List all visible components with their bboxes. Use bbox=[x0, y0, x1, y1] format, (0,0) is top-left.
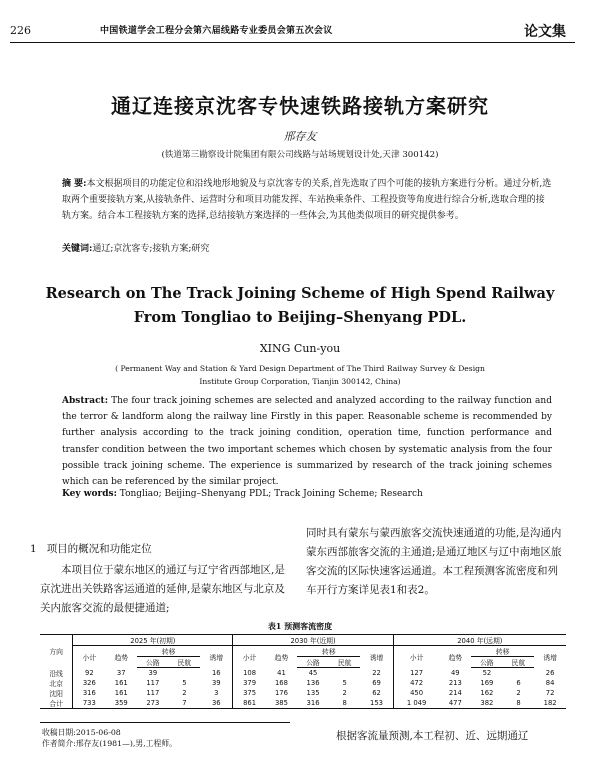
passenger-density-table bbox=[40, 634, 566, 709]
row-direction: 合计 bbox=[40, 698, 73, 709]
english-abstract-label: Abstract: bbox=[62, 396, 109, 406]
row-direction: 沈阳 bbox=[40, 688, 73, 698]
table-cell: 316 bbox=[297, 698, 329, 709]
header-through: 趋势 bbox=[448, 653, 463, 662]
footnote bbox=[42, 727, 177, 749]
table-cell: 136 bbox=[306, 678, 320, 687]
english-abstract-text: The four track joining schemes are selected and analyzed according to the railway function and the terror & landform along the railway line Firstly in this paper. Reasonable scheme is recommended by further analysis according to the track joining condition, operation time, function performance and transfer condition between the two important schemes which chosen by systematic analysis from the four possible track joining scheme. The experience is summarized by research of the track joining schemes which can be referenced by the similar project. bbox=[62, 396, 552, 488]
table-cell: 472 bbox=[410, 678, 424, 687]
page-header bbox=[0, 0, 600, 46]
header-civil: 民航 bbox=[169, 657, 201, 668]
chinese-abstract-label: 摘 要: bbox=[62, 179, 87, 189]
body-continuation: 根据客流量预测,本工程初、近、远期通辽 bbox=[336, 730, 529, 742]
header-period-2025: 2025 年(初期) bbox=[73, 635, 233, 646]
table-cell: 2 bbox=[516, 688, 521, 697]
table-cell: 316 bbox=[82, 688, 96, 697]
table-cell: 49 bbox=[450, 668, 460, 677]
table-cell: 3 bbox=[200, 688, 233, 698]
header-civil: 民航 bbox=[329, 657, 361, 668]
section-heading bbox=[30, 541, 152, 556]
section-title: 项目的概况和功能定位 bbox=[46, 543, 152, 555]
table-cell: 176 bbox=[274, 688, 288, 697]
header-period-2030: 2030 年(近期) bbox=[233, 635, 393, 646]
body-paragraph-left: 本项目位于蒙东地区的通辽与辽宁省西部地区,是京沈进出关铁路客运通道的延伸,是蒙东地区与北京及关内旅客交流的最便捷通道; bbox=[40, 564, 285, 614]
table-cell: 359 bbox=[105, 698, 137, 709]
table-row bbox=[40, 678, 566, 688]
header-rule bbox=[10, 42, 575, 43]
header-civil: 民航 bbox=[503, 657, 535, 668]
table-cell: 2 bbox=[182, 688, 187, 697]
running-title: 中国铁道学会工程分会第六届线路专业委员会第五次会议 bbox=[100, 26, 333, 36]
chinese-title: 通辽连接京沈客专快速铁路接轨方案研究 bbox=[111, 94, 489, 118]
english-title-line1: Research on The Track Joining Scheme of High Spend Railway bbox=[45, 285, 555, 302]
table-cell: 168 bbox=[274, 678, 288, 687]
header-direction: 方向 bbox=[40, 635, 73, 668]
header-through: 趋势 bbox=[274, 653, 289, 662]
table-cell: 39 bbox=[148, 668, 158, 677]
table-cell: 127 bbox=[410, 668, 424, 677]
table-cell: 135 bbox=[306, 688, 320, 697]
table-cell: 861 bbox=[233, 698, 266, 709]
table-cell: 213 bbox=[448, 678, 462, 687]
table-cell: 477 bbox=[440, 698, 472, 709]
header-road: 公路 bbox=[297, 657, 329, 668]
header-transfer: 转移 bbox=[471, 646, 534, 657]
chinese-keywords bbox=[62, 241, 552, 254]
table-cell: 8 bbox=[503, 698, 535, 709]
table-cell: 117 bbox=[146, 688, 160, 697]
english-affiliation-line1: ( Permanent Way and Station & Yard Design Department of The Third Railway Survey & Design bbox=[115, 364, 485, 373]
table-cell: 8 bbox=[329, 698, 361, 709]
table-cell: 39 bbox=[200, 678, 233, 688]
header-through: 趋势 bbox=[114, 653, 129, 662]
row-direction: 北京 bbox=[40, 678, 73, 688]
header-subtotal: 小计 bbox=[409, 653, 424, 662]
english-keywords-text: Tongliao; Beijing–Shenyang PDL; Track Joining Scheme; Research bbox=[119, 489, 423, 499]
table-cell: 6 bbox=[516, 678, 521, 687]
section-tag: 论文集 bbox=[524, 24, 566, 40]
table-cell: 16 bbox=[200, 668, 233, 678]
page-number: 226 bbox=[10, 24, 31, 37]
footnote-author-bio: 作者简介:邢存友(1981—),男,工程师。 bbox=[42, 739, 177, 748]
table-cell: 182 bbox=[534, 698, 566, 709]
table-cell: 92 bbox=[85, 668, 94, 677]
table-cell: 450 bbox=[410, 688, 424, 697]
english-keywords bbox=[62, 489, 552, 499]
table-cell: 69 bbox=[360, 678, 393, 688]
table-cell: 733 bbox=[73, 698, 106, 709]
table-cell: 41 bbox=[277, 668, 286, 677]
chinese-keywords-label: 关键词: bbox=[62, 244, 93, 254]
chinese-abstract-text: 本文根据项目的功能定位和沿线地形地貌及与京沈客专的关系,首先选取了四个可能的接轨方案进行分析。通过分析,选取两个重要接轨方案,从接轨条件、运营时分和项目功能发挥、车站换乘条件、工程投资等角度进行综合分析,选取合理的接轨方案。结合本工程接轨方案的选择,总结接轨方案选择的一些体会,为其他类似项目的研究提供参考。 bbox=[62, 179, 552, 221]
header-road: 公路 bbox=[137, 657, 169, 668]
table-cell: 326 bbox=[82, 678, 96, 687]
footnote-rule bbox=[40, 722, 290, 723]
table-cell: 7 bbox=[169, 698, 201, 709]
table-cell: 379 bbox=[243, 678, 257, 687]
body-column-left bbox=[40, 561, 285, 618]
table-caption: 表1 预测客流密度 bbox=[267, 621, 333, 631]
header-induced: 诱增 bbox=[200, 646, 233, 668]
header-road: 公路 bbox=[471, 657, 503, 668]
table-cell: 169 bbox=[480, 678, 494, 687]
table-cell: 5 bbox=[182, 678, 187, 687]
table-cell: 108 bbox=[243, 668, 257, 677]
chinese-affiliation: (铁道第三勘察设计院集团有限公司线路与站场规划设计处,天津 300142) bbox=[161, 150, 439, 160]
table-cell bbox=[169, 668, 201, 678]
chinese-abstract bbox=[62, 176, 552, 224]
table-cell: 52 bbox=[482, 668, 492, 677]
table-cell bbox=[503, 668, 535, 678]
english-author: XING Cun-you bbox=[259, 342, 341, 355]
section-number: 1 bbox=[30, 543, 37, 555]
header-period-2040: 2040 年(远期) bbox=[393, 635, 566, 646]
table-cell: 161 bbox=[114, 688, 128, 697]
english-affiliation bbox=[0, 362, 600, 388]
table-row bbox=[40, 698, 566, 709]
table-cell: 375 bbox=[243, 688, 257, 697]
english-abstract bbox=[62, 393, 552, 490]
header-induced: 诱增 bbox=[543, 653, 557, 662]
table-cell: 5 bbox=[342, 678, 347, 687]
body-paragraph-right: 同时具有蒙东与蒙西旅客交流快速通道的功能,是沟通内蒙东西部旅客交流的主通道;是通辽地区与辽中南地区旅客交流的区际快速客运通道。本工程预测客流密度和列车开行方案详见表1和表2。 bbox=[306, 527, 562, 596]
table-cell: 161 bbox=[114, 678, 128, 687]
table-cell: 214 bbox=[448, 688, 462, 697]
english-title-line2: From Tongliao to Beijing–Shenyang PDL. bbox=[133, 309, 467, 326]
table-cell: 36 bbox=[200, 698, 233, 709]
english-affiliation-line2: Institute Group Corporation, Tianjin 300142, China) bbox=[199, 377, 401, 386]
header-subtotal: 小计 bbox=[242, 653, 257, 662]
table-cell: 162 bbox=[480, 688, 494, 697]
header-transfer: 转移 bbox=[137, 646, 200, 657]
table-cell: 2 bbox=[342, 688, 347, 697]
english-keywords-label: Key words: bbox=[62, 489, 117, 499]
header-induced: 诱增 bbox=[360, 646, 393, 668]
chinese-author: 邢存友 bbox=[283, 130, 317, 143]
table-cell: 385 bbox=[266, 698, 298, 709]
table-cell: 273 bbox=[137, 698, 169, 709]
table-cell: 117 bbox=[146, 678, 160, 687]
body-column-right bbox=[306, 524, 568, 600]
row-direction: 沿线 bbox=[40, 668, 73, 678]
table-cell bbox=[329, 668, 361, 678]
table-cell: 382 bbox=[471, 698, 503, 709]
table-cell: 84 bbox=[545, 678, 555, 687]
table-cell: 45 bbox=[308, 668, 318, 677]
table-cell: 22 bbox=[360, 668, 393, 678]
chinese-keywords-text: 通辽;京沈客专;接轨方案;研究 bbox=[92, 244, 210, 254]
table-cell: 62 bbox=[360, 688, 393, 698]
header-subtotal: 小计 bbox=[82, 653, 97, 662]
table-cell: 72 bbox=[545, 688, 555, 697]
table-cell: 37 bbox=[116, 668, 126, 677]
table-body bbox=[40, 668, 566, 709]
table-row bbox=[40, 688, 566, 698]
table-cell: 26 bbox=[545, 668, 555, 677]
header-transfer: 转移 bbox=[297, 646, 360, 657]
table-cell: 1 049 bbox=[393, 698, 439, 709]
table-cell: 153 bbox=[360, 698, 393, 709]
table-row bbox=[40, 668, 566, 678]
english-title bbox=[0, 282, 600, 330]
footnote-received: 收稿日期:2015-06-08 bbox=[42, 728, 121, 737]
